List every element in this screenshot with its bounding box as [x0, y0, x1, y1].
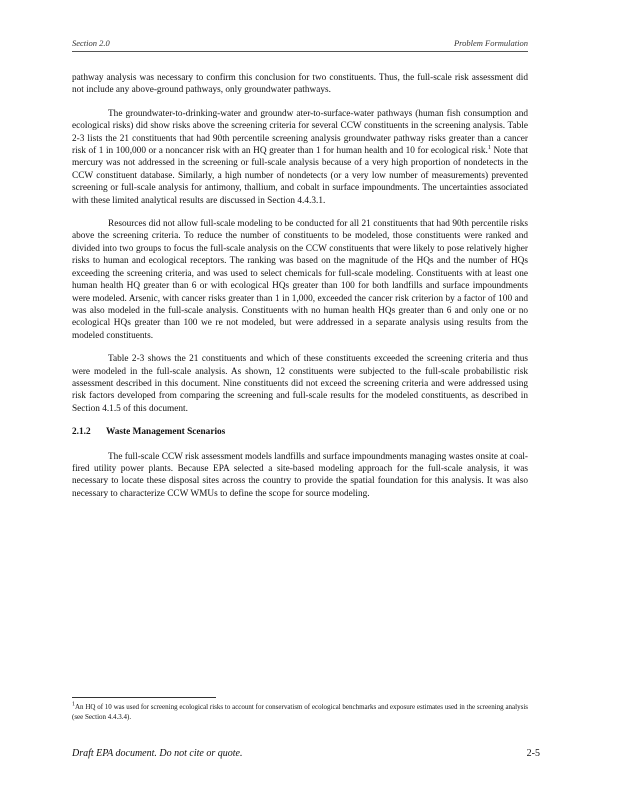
footnote-text: An HQ of 10 was used for screening ecological risks to account for conservatism of ecological benchmarks and exposure estimates used in the screening analysis (see Section 4.4.3.4).: [72, 703, 528, 721]
footnote: [72, 702, 528, 722]
running-header: [72, 38, 528, 50]
paragraph: Table 2-3 shows the 21 constituents and which of these constituents exceeded the screening criteria and thus were modeled in the full-scale analysis. As shown, 12 constituents were subjected to the full-scale probabilistic risk assessment described in this document. Nine constituents did not exceed the screening criteria and were addressed using risk factors developed from comparing the screening and full-scale results for the modeled constituents, as described in Section 4.1.5 of this document.: [72, 354, 528, 414]
running-footer: [72, 748, 540, 762]
draft-notice: Draft EPA document. Do not cite or quote.: [72, 748, 243, 759]
paragraph: The full-scale CCW risk assessment models landfills and surface impoundments managing wastes onsite at coal-fired utility power plants. Because EPA selected a site-based modeling approach for the full-scale analysis, it was necessary to locate these disposal sites across the country to provide the spatial foundation for this analysis. It was also necessary to characterize CCW WMUs to define the scope for source modeling.: [72, 451, 528, 499]
paragraph-text: The groundwater-to-drinking-water and groundw ater-to-surface-water pathways (human fish consumption and ecological risks) did show risks above the screening criteria for several CCW constituents in the screening analysis. Table 2-3 lists the 21 constituents that had 90th percentile screening analysis groundwater pathway risks greater than a cancer risk of 1 in 100,000 or a noncancer risk with an HQ greater than 1 for human health and 10 for ecological risk.: [72, 108, 528, 157]
body-text: [72, 72, 528, 511]
footnote-number: 1: [72, 701, 75, 708]
section-title: Waste Management Scenarios: [106, 427, 226, 438]
paragraph: pathway analysis was necessary to confirm this conclusion for two constituents. Thus, the full-scale risk assessment did not include any above-ground pathways, only groundwater pathways.: [72, 73, 528, 96]
section-heading: [72, 426, 528, 438]
header-chapter-title: Problem Formulation: [453, 38, 528, 48]
footnote-marker: 1: [487, 144, 491, 151]
paragraph: Resources did not allow full-scale modeling to be conducted for all 21 constituents that had 90th percentile risks above the screening criteria. To reduce the number of constituents to be modeled, those constituents were ranked and divided into two groups to focus the full-scale analysis on the CCW constituents that were likely to pose relatively higher risks to human and ecological receptors. The ranking was based on the magnitude of the HQs and the number of HQs exceeding the screening criteria, and was used to select chemicals for full-scale modeling. Constituents with at least one human health HQ greater than 6 or with ecological HQs greater than 100 for both landfills and surface impoundments were modeled. Arsenic, with cancer risks greater than 1 in 1,000, exceeded the cancer risk criterion by a factor of 100 and was also modeled in the full-scale analysis. Constituents with no human health HQs greater than 6 and only one or no ecological HQs greater than 100 we re not modeled, but were addressed in a separate analysis using results from the modeled constituents.: [72, 219, 528, 341]
header-section-label: Section 2.0: [72, 38, 110, 48]
section-number: 2.1.2: [72, 427, 91, 438]
paragraph: [72, 108, 528, 207]
header-rule: [72, 51, 528, 52]
page-number: 2-5: [526, 748, 540, 759]
footnote-rule: [72, 697, 216, 698]
paragraph-text: Note that mercury was not addressed in the screening or full-scale analysis because of a very high proportion of nondetects in the CCW constituent database. Similarly, a high number of nondetects (or a very low number of measurements) prevented screening or full-scale analysis for antimony, thallium, and cobalt in surface impoundments. The uncertainties associated with these limited analytical results are discussed in Section 4.4.3.1.: [72, 146, 528, 206]
